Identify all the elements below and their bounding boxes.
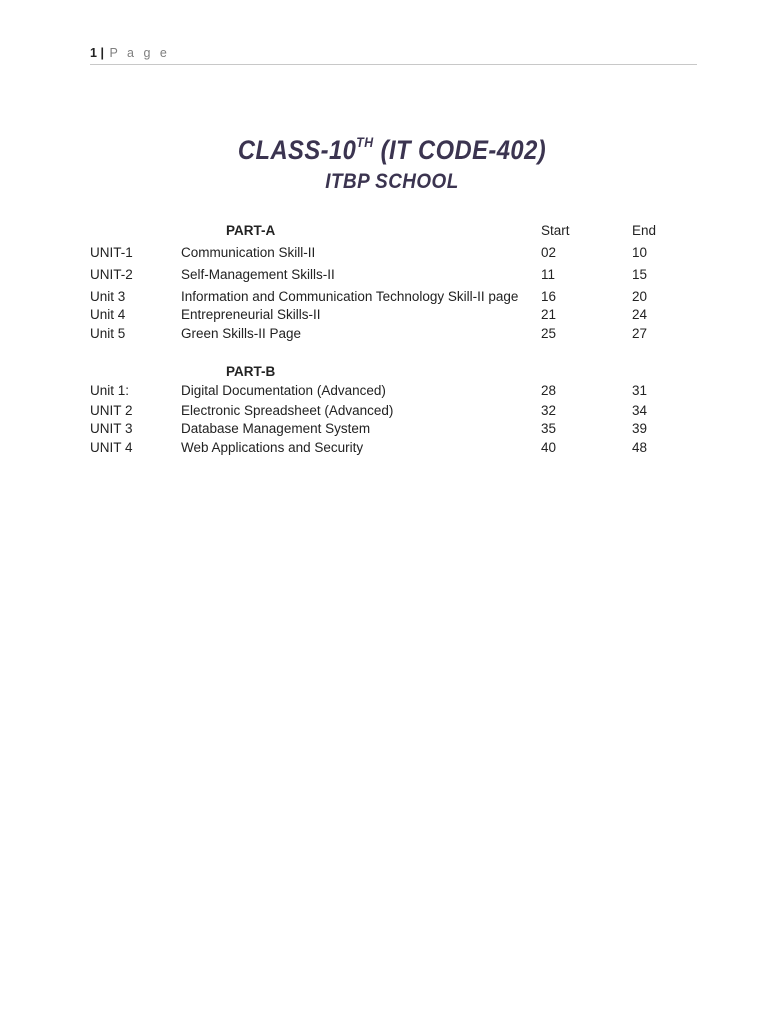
unit-title: Electronic Spreadsheet (Advanced) [181, 403, 394, 418]
unit-label: Unit 1: [90, 383, 130, 398]
toc-row [0, 403, 768, 421]
toc-row [0, 326, 768, 344]
unit-title: Web Applications and Security [181, 440, 364, 455]
start-page: 11 [541, 267, 556, 282]
end-column-header: End [632, 223, 657, 238]
title-superscript: TH [356, 134, 374, 150]
part-a-header-row [0, 223, 768, 241]
page-word: P a g e [109, 46, 170, 60]
title-rest: (IT CODE-402) [373, 135, 547, 165]
title-main: CLASS-10 [237, 135, 357, 165]
start-page: 28 [541, 383, 557, 398]
unit-label: Unit 5 [90, 326, 126, 341]
part-b-header-row [0, 364, 768, 382]
school-name: ITBP SCHOOL [325, 170, 459, 193]
unit-label: Unit 3 [90, 289, 126, 304]
end-page: 34 [632, 403, 648, 418]
unit-label: UNIT 3 [90, 421, 133, 436]
toc-row [0, 289, 768, 307]
toc-row [0, 440, 768, 458]
part-b-label: PART-B [226, 364, 276, 379]
end-page: 15 [632, 267, 648, 282]
end-page: 27 [632, 326, 648, 341]
unit-title: Entrepreneurial Skills-II [181, 307, 321, 322]
start-page: 40 [541, 440, 557, 455]
toc-row [0, 383, 768, 401]
start-page: 25 [541, 326, 557, 341]
start-page: 16 [541, 289, 557, 304]
end-page: 48 [632, 440, 648, 455]
start-page: 32 [541, 403, 557, 418]
toc-row [0, 307, 768, 325]
start-page: 02 [541, 245, 557, 260]
end-page: 20 [632, 289, 648, 304]
start-column-header: Start [541, 223, 570, 238]
start-page: 21 [541, 307, 557, 322]
unit-label: Unit 4 [90, 307, 126, 322]
page-separator: | [100, 46, 106, 60]
unit-label: UNIT 2 [90, 403, 133, 418]
unit-title: Self-Management Skills-II [181, 267, 335, 282]
unit-label: UNIT 4 [90, 440, 133, 455]
unit-label: UNIT-1 [90, 245, 133, 260]
unit-label: UNIT-2 [90, 267, 133, 282]
unit-title: Information and Communication Technology Skill-II page [181, 289, 519, 304]
end-page: 24 [632, 307, 648, 322]
page-number: 1 [90, 46, 99, 60]
end-page: 10 [632, 245, 648, 260]
toc-row [0, 245, 768, 263]
unit-title: Database Management System [181, 421, 371, 436]
end-page: 31 [632, 383, 648, 398]
part-a-label: PART-A [226, 223, 276, 238]
unit-title: Digital Documentation (Advanced) [181, 383, 386, 398]
unit-title: Communication Skill-II [181, 245, 316, 260]
toc-row [0, 267, 768, 285]
end-page: 39 [632, 421, 648, 436]
unit-title: Green Skills-II Page [181, 326, 302, 341]
start-page: 35 [541, 421, 557, 436]
toc-row [0, 421, 768, 439]
